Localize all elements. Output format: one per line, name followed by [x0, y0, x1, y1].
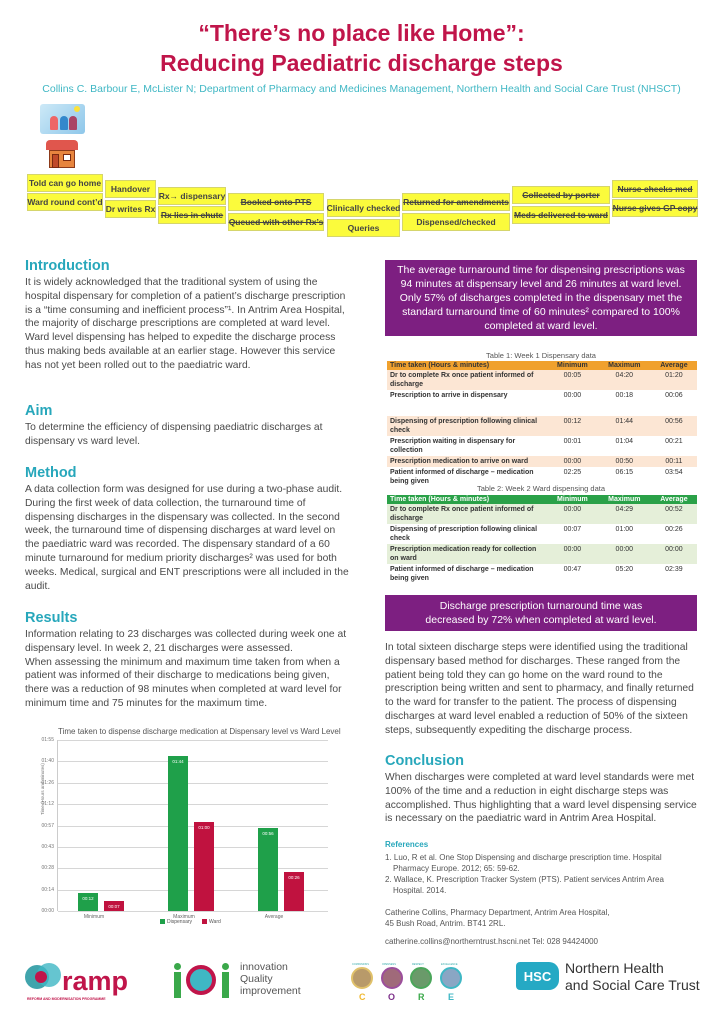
references-heading: References [385, 840, 429, 849]
y-tick: 00:14 [41, 887, 54, 893]
introduction-text: It is widely acknowledged that the traditional system of using the hospital dispensary for completion of a patient’s discharge prescription is a “time consuming and inefficient process”¹. In Antrim Area Hospital, the majority of discharge prescriptions are completed at ward level. Ward level dispensing has helped to expedite the discharge process thus making beds available at an earlier stage. However this service has not yet been rolled out to the paediatric ward. [25, 277, 346, 371]
table1-header: Time taken (Hours & minutes) [387, 361, 547, 370]
poster-title [0, 18, 723, 78]
highlight-box-turnaround: The average turnaround time for dispensing prescriptions was 94 minutes at dispensary level and 26 minutes at ward level. Only 57% of discharges completed in the dispensary met the standard turnaround time of 60 minutes² compared to 100% completed at ward level. [385, 260, 697, 336]
x-category-maximum: Maximum [173, 914, 195, 920]
table2-header: Time taken (Hours & minutes) [387, 495, 547, 504]
x-category-average: Average [264, 914, 284, 920]
step-handover: Handover [105, 180, 156, 198]
core-photo-icon [410, 967, 432, 989]
results-text [25, 628, 350, 711]
step-clinically-checked: Clinically checked [327, 199, 400, 217]
step-nurse-gives-gp-copy: Nurse gives GP copy [612, 199, 698, 217]
iqi-improvement: improvement [240, 985, 301, 997]
step-queued: Queued with other Rx’s [228, 213, 324, 231]
table-row: Prescription waiting in dispensary for collection 00:01 01:04 00:21 [387, 436, 697, 456]
y-tick: 00:28 [41, 865, 54, 871]
y-tick: 01:26 [41, 780, 54, 786]
step-dr-writes-rx: Dr writes Rx [105, 200, 156, 218]
core-photo-icon [381, 967, 403, 989]
core-photo-icon [351, 967, 373, 989]
steps-text: In total sixteen discharge steps were identified using the traditional dispensary based method for discharges. These ranged from the patient being told they can go home on the ward round to the prescription being written and sent to pharmacy, and finally returned to the ward for transfer to the patient. The process of dispensing discharges at ward level enabled a reduction of 50% of the sixteen steps, subsequently expediting the discharge process. [385, 642, 694, 736]
step-collected-by-porter: Collected by porter [512, 186, 610, 204]
table-week2-ward [387, 495, 697, 584]
family-clipart-icon [40, 104, 85, 134]
table-row: Prescription medication ready for collection on ward 00:00 00:00 00:00 [387, 544, 697, 564]
title-line-2: Reducing Paediatric discharge steps [160, 50, 563, 76]
table2-header: Average [651, 495, 697, 504]
table1-header: Maximum [598, 361, 651, 370]
y-axis-label: Time (Hours and minutes) [40, 763, 45, 815]
conclusion-heading: Conclusion [385, 753, 464, 769]
table-row: Dispensing of prescription following clinical check 00:07 01:00 00:26 [387, 524, 697, 544]
table-row: Dispensing of prescription following clinical check 00:12 01:44 00:56 [387, 416, 697, 436]
step-queries: Queries [327, 219, 400, 237]
results-heading: Results [25, 610, 78, 626]
step-returned-for-amendments: Returned for amendments [402, 193, 510, 211]
legend-ward: Ward [202, 919, 221, 925]
aim-heading: Aim [25, 403, 53, 419]
iqi-logo-icon [174, 963, 234, 999]
y-tick: 01:12 [41, 801, 54, 807]
y-tick: 01:40 [41, 758, 54, 764]
house-icon [46, 140, 78, 170]
table1-header: Minimum [547, 361, 598, 370]
results-text-1: Information relating to 23 discharges was collected during week one at dispensary level. In week 2, 21 discharges were assessed. [25, 629, 347, 654]
step-booked-onto-pts: Booked onto PTS [228, 193, 324, 211]
reference-item: 2. Wallace, K. Prescription Tracker System (PTS). Patient services Antrim Area Hospital. 2014. [385, 875, 664, 895]
method-heading: Method [25, 465, 77, 481]
contact-email: catherine.collins@northerntrust.hscni.net Tel: 028 94424000 [385, 937, 598, 946]
reference-item: 1. Luo, R et al. One Stop Dispensing and discharge prescription time. Hospital Pharmacy Europe. 2012; 65: 59-62. [385, 853, 662, 873]
step-rx-to-dispensary: Rx→ dispensary [158, 187, 226, 205]
results-text-2: When assessing the minimum and maximum time taken from when a patient was informed of their discharge to medications being given, there was a reduction of 98 minutes when completed at ward level for minimum time and 75 minutes for the maximum time. [25, 656, 342, 709]
table-row: Dr to complete Rx once patient informed of discharge 00:00 04:29 00:52 [387, 504, 697, 524]
y-tick: 00:43 [41, 844, 54, 850]
title-line-1: “There’s no place like Home”: [198, 20, 525, 46]
bar-dispensary-average: 00:56 [258, 828, 278, 911]
iqi-innovation: innovation [240, 961, 288, 973]
step-nurse-checks-med: Nurse checks med [612, 180, 698, 198]
bar-dispensary-maximum: 01:44 [168, 756, 188, 911]
table-row: Patient informed of discharge – medication being given 02:25 06:15 03:54 [387, 467, 697, 487]
bar-ward-average: 00:26 [284, 872, 304, 911]
ramp-logo-subtitle: REFORM AND MODERNISATION PROGRAMME [27, 997, 106, 1001]
legend-dispensary: Dispensary [160, 919, 192, 925]
bar-ward-minimum: 00:07 [104, 901, 124, 911]
x-category-minimum: Minimum [83, 914, 105, 920]
method-text: A data collection form was designed for use during a two-phase audit. During the first week of data collection, the turnaround time of dispensing discharges in the dispensary was collected. In the second week, the turnaround time of dispensing discharges at ward level on the paediatric ward was recorded. The dispensary standard of a 60 minute turnaround for medium priority discharges² was used for both weeks. Medical, surgical and ENT prescriptions were all included in the audit. [25, 484, 349, 592]
ramp-logo-text: ramp [62, 966, 129, 996]
table-row: Patient informed of discharge – medication being given 00:47 05:20 02:39 [387, 564, 697, 584]
table1-header: Average [651, 361, 697, 370]
core-photo-icon [440, 967, 462, 989]
step-told-can-go-home: Told can go home [27, 174, 103, 192]
step-ward-round: Ward round cont’d [27, 193, 103, 211]
chart-plot-area [40, 737, 327, 920]
step-dispensed-checked: Dispensed/checked [402, 213, 510, 231]
bar-dispensary-minimum: 00:12 [78, 893, 98, 911]
table2-header: Minimum [547, 495, 598, 504]
step-rx-lies-in-chute: Rx lies in chute [158, 206, 226, 224]
turnaround-bar-chart [20, 725, 340, 935]
chart-legend [160, 919, 221, 925]
bar-ward-maximum: 01:00 [194, 822, 214, 911]
conclusion-text: When discharges were completed at ward level standards were met 100% of the time and a reduction in eight discharge steps was accomplished. Thus highlighting that a ward level dispensing service is necessary on the paediatric ward in Antrim Area Hospital. [385, 772, 697, 825]
table2-header: Maximum [598, 495, 651, 504]
references-list [385, 852, 685, 896]
table-row: Dr to complete Rx once patient informed of discharge 00:05 04:20 01:20 [387, 370, 697, 390]
y-tick: 00:00 [41, 908, 54, 914]
hsc-logo-icon: HSC [516, 962, 559, 990]
trust-name: Northern Health and Social Care Trust [565, 960, 700, 993]
y-tick: 00:57 [41, 823, 54, 829]
table-week1-dispensary [387, 361, 697, 487]
ramp-logo-icon [25, 963, 61, 993]
authors-line: Collins C. Barbour E, McLister N; Department of Pharmacy and Medicines Management, Northern Health and Social Care Trust (NHSCT) [42, 83, 681, 95]
introduction-heading: Introduction [25, 258, 110, 274]
aim-text: To determine the efficiency of dispensing paediatric discharges at dispensary vs ward level. [25, 422, 323, 447]
chart-title: Time taken to dispense discharge medication at Dispensary level vs Ward Level [58, 727, 341, 736]
y-tick: 01:55 [41, 737, 54, 743]
table2-caption: Table 2: Week 2 Ward dispensing data [477, 484, 605, 493]
contact-address: Catherine Collins, Pharmacy Department, Antrim Area Hospital, 45 Bush Road, Antrim. BT41 2RL. [385, 908, 610, 928]
table-row: Prescription to arrive in dispensary 00:00 00:18 00:06 [387, 390, 697, 416]
table-row: Prescription medication to arrive on ward 00:00 00:50 00:11 [387, 456, 697, 467]
iqi-quality: Quality [240, 973, 273, 985]
step-meds-delivered: Meds delivered to ward [512, 206, 610, 224]
highlight-box-reduction: Discharge prescription turnaround time was decreased by 72% when completed at ward level. [385, 595, 697, 631]
table1-caption: Table 1: Week 1 Dispensary data [486, 351, 596, 360]
